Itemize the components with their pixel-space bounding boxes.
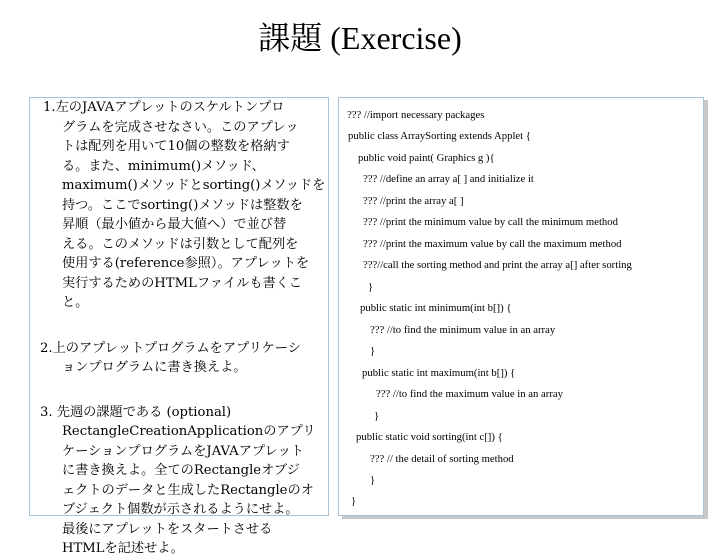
instruction-line: 最後にアプレットをスタートさせる [62, 521, 273, 537]
instruction-line: に書き換えよ。全てのRectangleオブジ [62, 463, 300, 478]
code-line: ??? // the detail of sorting method [370, 453, 514, 465]
instructions-text [40, 98, 325, 559]
instruction-line: maximum()メソッドとsorting()メソッドを [62, 178, 326, 193]
instruction-line: える。このメソッドは引数として配列を [62, 236, 299, 252]
code-line: public void paint( Graphics g ){ [358, 152, 495, 164]
instruction-item-1 [40, 98, 325, 313]
slide-title: 課題 (Exercise) [258, 20, 462, 56]
instruction-line: ケーションプログラムをJAVAアプレット [62, 443, 304, 459]
instruction-line: グラムを完成させなさい。このアプレッ [62, 119, 299, 135]
code-line: ??? //to find the minimum value in an array [370, 324, 556, 336]
code-line: } [351, 495, 357, 507]
code-line: } [368, 281, 374, 293]
instruction-line: 使用する(reference参照）。アプレットを [62, 256, 310, 271]
instruction-item-3 [40, 403, 325, 559]
code-line: ??? //to find the maximum value in an array [376, 388, 563, 400]
instruction-line: 2.上のアプレットプログラムをアプリケーシ [40, 340, 301, 356]
code-line: } [370, 345, 376, 357]
code-line: ??? //import necessary packages [347, 109, 485, 121]
instruction-item-2 [40, 339, 325, 378]
code-line: ??? //print the array a[ ] [363, 195, 464, 207]
instruction-line: ェクトのデータと生成したRectangleのオ [62, 482, 314, 498]
instruction-line: 昇順（最小値から最大値へ）で並び替 [62, 217, 287, 232]
instruction-line: る。また、minimum()メソッド、 [62, 158, 265, 174]
code-line: ???//call the sorting method and print the array a[] after sorting [363, 259, 632, 271]
code-line: ??? //print the minimum value by call the minimum method [363, 216, 618, 228]
instruction-line: RectangleCreationApplicationのアプリ [62, 424, 316, 439]
code-line: public static int minimum(int b[]) { [360, 302, 512, 314]
instruction-line: ブジェクト個数が示されるようにせよ。 [62, 502, 299, 517]
code-panel [338, 97, 704, 516]
instruction-line: 実行するためのHTMLファイルも書くこ [62, 275, 303, 291]
instruction-line: HTMLを記述せよ。 [62, 541, 184, 556]
instruction-line: ョンプログラムに書き換えよ。 [62, 360, 247, 375]
code-line: ??? //define an array a[ ] and initialize it [363, 173, 534, 185]
instructions-panel [29, 97, 329, 556]
code-line: } [370, 474, 376, 486]
instruction-line: 3. 先週の課題である (optional) [40, 404, 232, 420]
instruction-line: と。 [62, 295, 89, 310]
code-line: ??? //print the maximum value by call the maximum method [363, 238, 622, 250]
instruction-line: トは配列を用いて10個の整数を格納す [62, 139, 290, 154]
instruction-line: 持つ。ここでsorting()メソッドは整数を [62, 197, 303, 213]
instruction-line: 1.左のJAVAアプレットのスケルトンプロ [43, 100, 285, 115]
code-line: public class ArraySorting extends Applet { [348, 130, 531, 142]
code-line: public static int maximum(int b[]) { [362, 367, 516, 379]
code-line: } [374, 410, 380, 422]
code-line: public static void sorting(int c[]) { [356, 431, 503, 443]
